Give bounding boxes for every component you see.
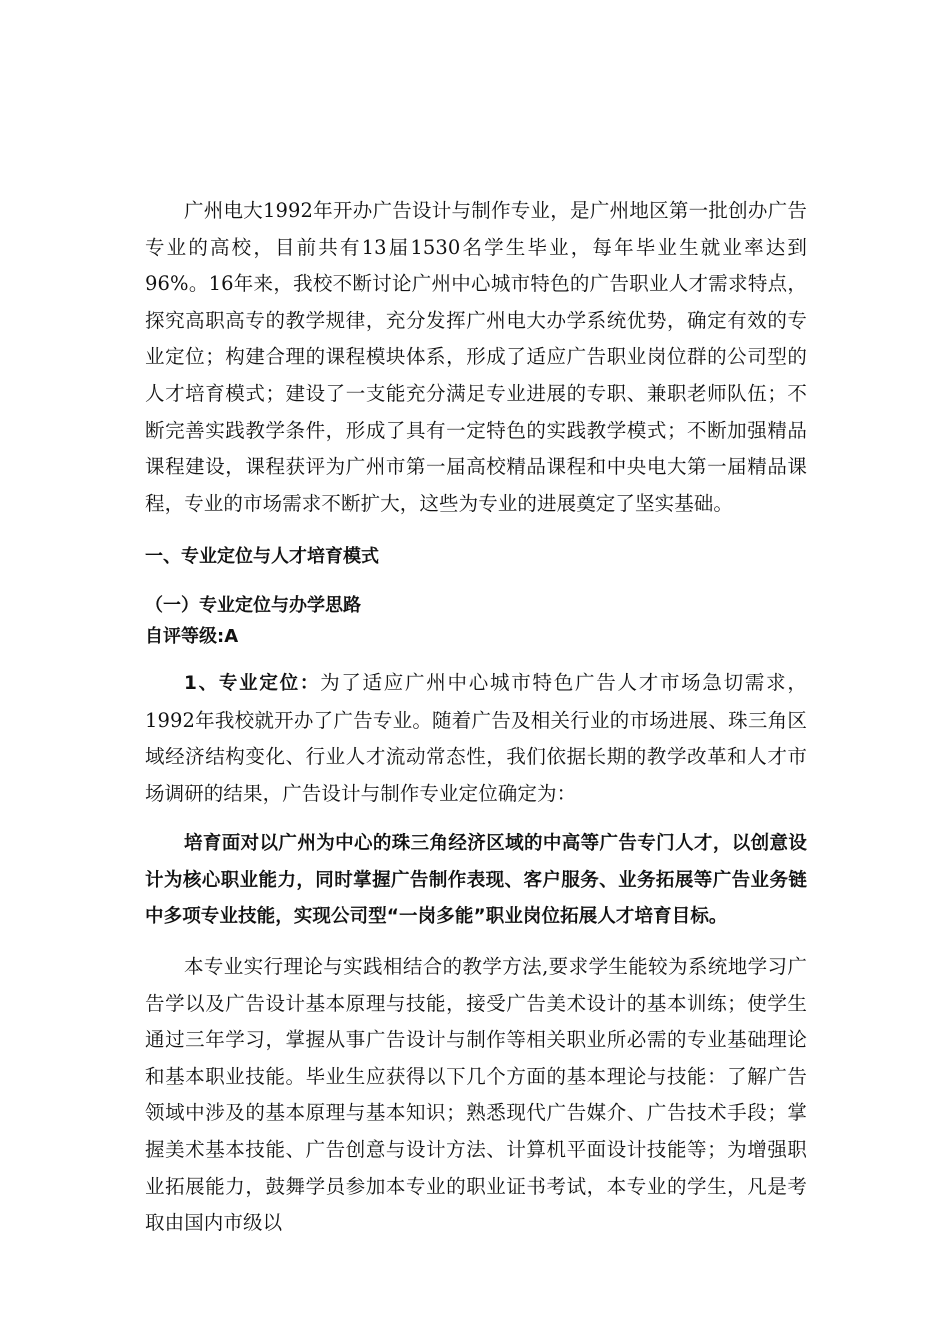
subsection-heading: （一）专业定位与办学思路 [145,595,361,616]
teaching-paragraph: 本专业实行理论与实践相结合的教学方法,要求学生能较为系统地学习广告学以及广告设计基本原理与技能，接受广告美术设计的基本训练；使学生通过三年学习，掌握从事广告设计与制作等相关职业所必需的专业基础理论和基本职业技能。毕业生应获得以下几个方面的基本理论与技能：了解广告领域中涉及的基本原理与基本知识；熟悉现代广告媒介、广告技术手段；掌握美术基本技能、广告创意与设计方法、计算机平面设计技能等；为增强职业拓展能力，鼓舞学员参加本专业的职业证书考试，本专业的学生，凡是考取由国内市级以 [145,955,807,1235]
positioning-statement: 培育面对以广州为中心的珠三角经济区域的中高等广告专门人才，以创意设计为核心职业能力，同时掌握广告制作表现、客户服务、业务拓展等广告业务链中多项专业技能，实现公司型“一岗多能”职业岗位拓展人才培育目标。 [145,833,807,928]
positioning-paragraph [145,665,807,812]
section-heading: 一、专业定位与人才培育模式 [145,546,379,567]
self-rating-label: 自评等级:A [145,626,239,647]
point-lead: 1、专业定位： [184,673,321,694]
intro-paragraph: 广州电大1992年开办广告设计与制作专业，是广州地区第一批创办广告专业的高校，目前共有13届1530名学生毕业，每年毕业生就业率达到96%。16年来，我校不断讨论广州中心城市特色的广告职业人才需求特点，探究高职高专的教学规律，充分发挥广州电大办学系统优势，确定有效的专业定位；构建合理的课程模块体系，形成了适应广告职业岗位群的公司型的人才培育模式；建设了一支能充分满足专业进展的专职、兼职老师队伍；不断完善实践教学条件，形成了具有一定特色的实践教学模式；不断加强精品课程建设，课程获评为广州市第一届高校精品课程和中央电大第一届精品课程，专业的市场需求不断扩大，这些为专业的进展奠定了坚实基础。 [145,199,807,515]
point-text: 为了适应广州中心城市特色广告人才市场急切需求，1992年我校就开办了广告专业。随着广告及相关行业的市场进展、珠三角区域经济结构变化、行业人才流动常态性，我们依据长期的教学改革和人才市场调研的结果，广告设计与制作专业定位确定为： [145,671,807,805]
